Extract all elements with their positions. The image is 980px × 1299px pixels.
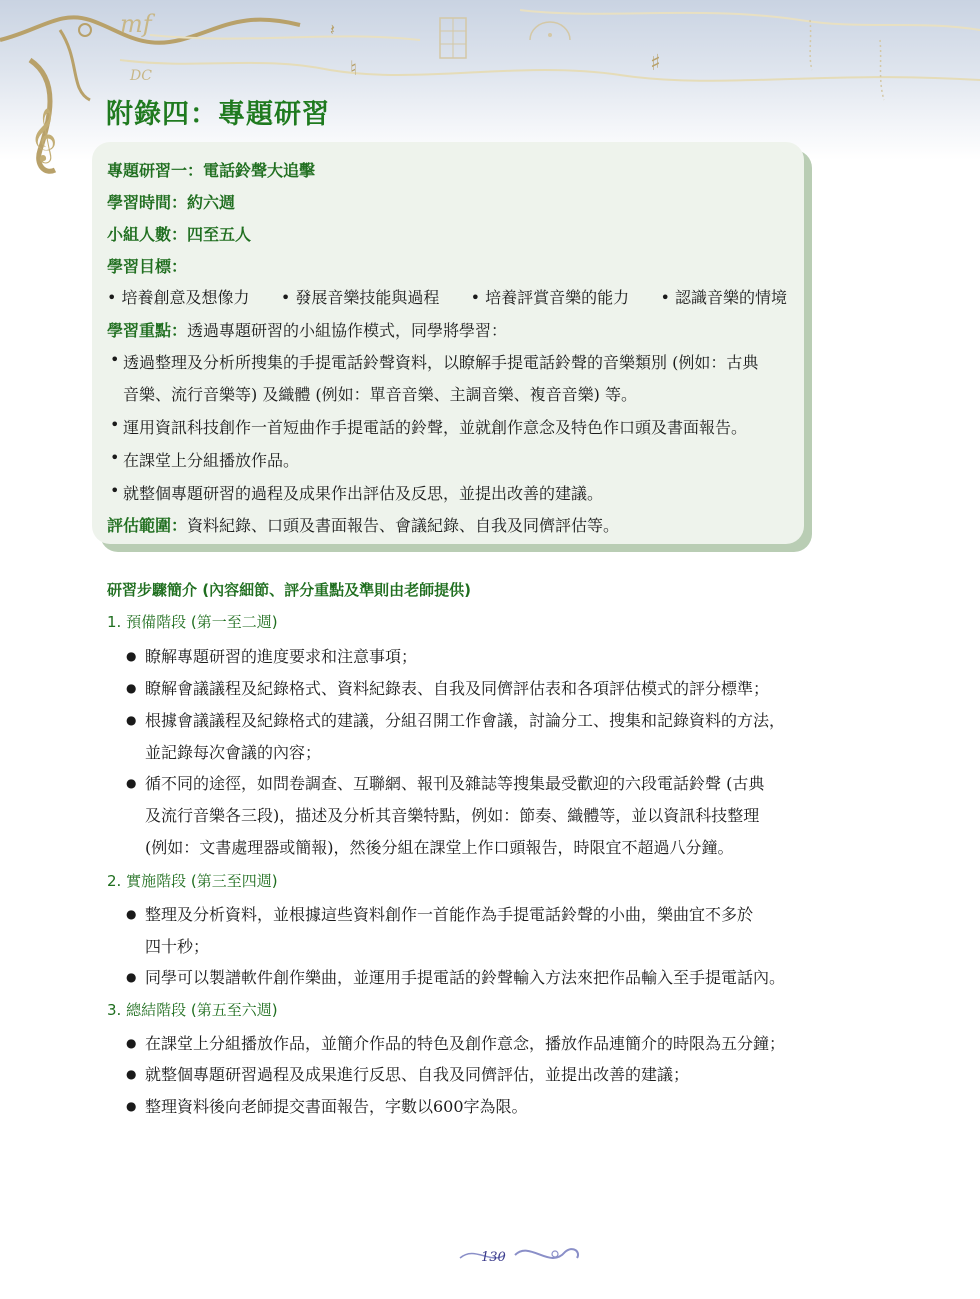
svg-text:♮: ♮ — [350, 56, 358, 80]
ornament-mf: mf — [120, 10, 152, 38]
stage2-title: 2. 實施階段 (第三至四週) — [107, 872, 278, 890]
focus-item: • 透過整理及分析所搜集的手提電話鈴聲資料，以瞭解手提電話鈴聲的音樂類別 (例如：古典 — [123, 350, 758, 373]
bullet-icon: ● — [126, 1067, 137, 1081]
goal-item: • 發展音樂技能與過程 — [281, 285, 440, 308]
assessment-label: 評估範圍： — [107, 516, 188, 535]
step-item: 瞭解專題研習的進度要求和注意事項； — [145, 647, 418, 666]
focus-intro: 透過專題研習的小組協作模式，同學將學習： — [187, 321, 508, 340]
focus-line — [107, 318, 507, 341]
svg-text:𝄽: 𝄽 — [330, 20, 335, 39]
svg-text:♯: ♯ — [650, 51, 661, 76]
step-item: 根據會議議程及紀錄格式的建議，分組召開工作會議，討論分工、搜集和記錄資料的方法， — [145, 711, 786, 730]
step-item-cont: (例如：文書處理器或簡報)，然後分組在課堂上作口頭報告，時限宜不超過八分鐘。 — [145, 838, 734, 857]
page-title: 附錄四：專題研習 — [106, 99, 330, 130]
step-item: 在課堂上分組播放作品，並簡介作品的特色及創作意念，播放作品連簡介的時限為五分鐘； — [145, 1034, 786, 1053]
bullet-icon: ● — [126, 649, 137, 663]
focus-label: 學習重點： — [107, 321, 188, 340]
goal-item: • 培養創意及想像力 — [107, 285, 250, 308]
step-item: 同學可以製譜軟件創作樂曲，並運用手提電話的鈴聲輸入方法來把作品輸入至手提電話內。 — [145, 968, 786, 987]
bullet-icon: ● — [126, 1099, 137, 1113]
page-number: 130 — [481, 1250, 506, 1265]
step-item: 整理資料後向老師提交書面報告，字數以600字為限。 — [145, 1097, 528, 1116]
goal-item: • 認識音樂的情境 — [660, 285, 787, 308]
focus-item-cont: 音樂、流行音樂等) 及織體 (例如：單音音樂、主調音樂、複音音樂) 等。 — [123, 385, 637, 404]
topic-label: 專題研習一：電話鈴聲大追擊 — [107, 161, 316, 180]
step-item: 循不同的途徑，如問卷調查、互聯網、報刊及雜誌等搜集最受歡迎的六段電話鈴聲 (古典 — [145, 774, 765, 793]
ornament-dc: DC — [130, 68, 152, 84]
bullet-icon: ● — [126, 1036, 137, 1050]
assessment-text: 資料紀錄、口頭及書面報告、會議紀錄、自我及同儕評估等。 — [187, 516, 620, 535]
step-item-cont: 四十秒； — [145, 937, 210, 956]
time-label: 學習時間：約六週 — [107, 193, 236, 212]
assessment-line — [107, 513, 619, 536]
step-item-cont: 並記錄每次會議的內容； — [145, 743, 322, 762]
footer-scroll-ornament — [455, 1240, 585, 1270]
treble-clef-icon: 𝄞 — [30, 107, 58, 161]
step-item-cont: 及流行音樂各三段)，描述及分析其音樂特點，例如：節奏、織體等，並以資訊科技整理 — [145, 806, 760, 825]
steps-title: 研習步驟簡介 (內容細節、評分重點及準則由老師提供) — [107, 581, 471, 599]
focus-item: • 運用資訊科技創作一首短曲作手提電話的鈴聲，並就創作意念及特色作口頭及書面報告。 — [123, 415, 747, 438]
bullet-icon: ● — [126, 776, 137, 790]
bullet-icon: ● — [126, 907, 137, 921]
step-item: 瞭解會議議程及紀錄格式、資料紀錄表、自我及同儕評估表和各項評估模式的評分標準； — [145, 679, 770, 698]
stage3-title: 3. 總結階段 (第五至六週) — [107, 1001, 278, 1019]
focus-item: • 就整個專題研習的過程及成果作出評估及反思，並提出改善的建議。 — [123, 481, 603, 504]
bullet-icon: ● — [126, 713, 137, 727]
step-item: 就整個專題研習過程及成果進行反思、自我及同儕評估，並提出改善的建議； — [145, 1065, 690, 1084]
goals-label: 學習目標： — [107, 257, 188, 276]
bullet-icon: ● — [126, 970, 137, 984]
goals-list — [107, 285, 787, 308]
bullet-icon: ● — [126, 681, 137, 695]
goal-item: • 培養評賞音樂的能力 — [471, 285, 630, 308]
stage1-title: 1. 預備階段 (第一至二週) — [107, 613, 278, 631]
group-size-label: 小組人數：四至五人 — [107, 225, 252, 244]
step-item: 整理及分析資料，並根據這些資料創作一首能作為手提電話鈴聲的小曲，樂曲宜不多於 — [145, 905, 754, 924]
focus-item: • 在課堂上分組播放作品。 — [123, 448, 299, 471]
